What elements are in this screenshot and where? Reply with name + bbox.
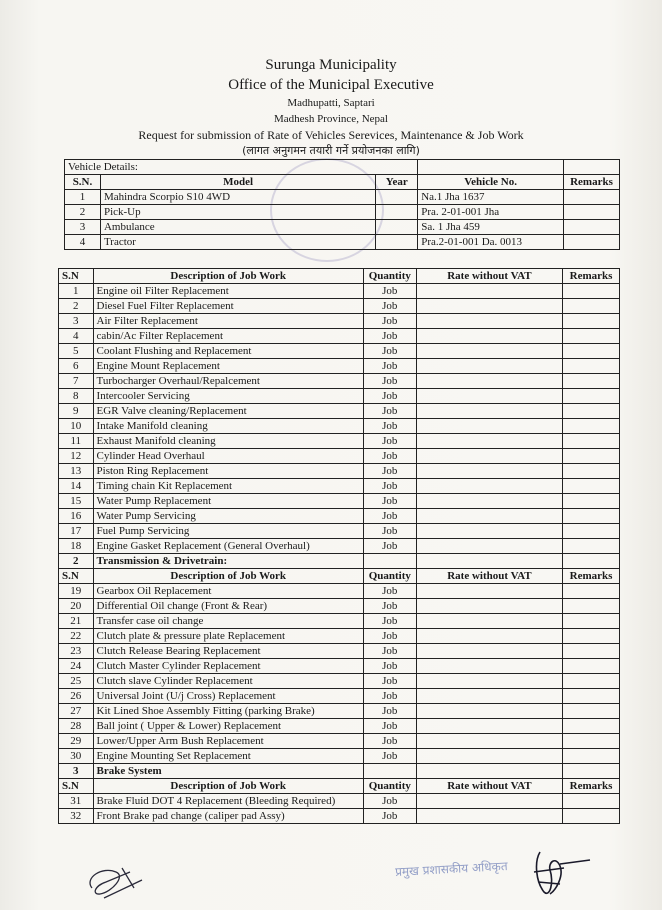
province-line: Madhesh Province, Nepal [274,113,388,125]
signature-left [82,858,152,902]
job-row: 27 Kit Lined Shoe Assembly Fitting (parking Brake) Job [59,704,620,719]
job-row: 32 Front Brake pad change (caliper pad Assy) Job [59,809,620,824]
address-line: Madhupatti, Saptari [287,97,375,109]
job-row: 20 Differential Oil change (Front & Rear) Job [59,599,620,614]
job-row: 8 Intercooler Servicing Job [59,389,620,404]
job-header-qty: Quantity [363,779,416,794]
job-row: 23 Clutch Release Bearing Replacement Job [59,644,620,659]
job-row: 31 Brake Fluid DOT 4 Replacement (Bleeding Required) Job [59,794,620,809]
job-row: 30 Engine Mounting Set Replacement Job [59,749,620,764]
job-row: 19 Gearbox Oil Replacement Job [59,584,620,599]
job-header-qty: Quantity [363,269,416,284]
job-table-header-row [59,569,620,584]
vehicle-details-table [64,159,620,250]
job-row: 10 Intake Manifold cleaning Job [59,419,620,434]
job-row: 4 cabin/Ac Filter Replacement Job [59,329,620,344]
job-row: 25 Clutch slave Cylinder Replacement Job [59,674,620,689]
vehicle-model-header: Model [100,175,375,190]
request-title: Request for submission of Rate of Vehicles Serevices, Maintenance & Job Work [138,128,524,142]
vehicle-sn-header: S.N. [65,175,101,190]
job-row: 13 Piston Ring Replacement Job [59,464,620,479]
signature-right [520,842,600,902]
officer-stamp-text: प्रमुख प्रशासकीय अधिकृत [394,859,508,879]
job-row: 11 Exhaust Manifold cleaning Job [59,434,620,449]
vehicle-row: 2 Pick-Up Pra. 2-01-001 Jha [65,205,620,220]
job-work-table [58,268,620,824]
job-row: 12 Cylinder Head Overhaul Job [59,449,620,464]
job-row: 14 Timing chain Kit Replacement Job [59,479,620,494]
job-table-header-row [59,269,620,284]
job-row: 1 Engine oil Filter Replacement Job [59,284,620,299]
job-header-sn: S.N [59,269,94,284]
vehicle-row: 1 Mahindra Scorpio S10 4WD Na.1 Jha 1637 [65,190,620,205]
job-row: 7 Turbocharger Overhaul/Repalcement Job [59,374,620,389]
job-header-desc: Description of Job Work [93,569,363,584]
municipality-name: Surunga Municipality [265,57,397,73]
job-header-remarks: Remarks [563,779,620,794]
job-row: 24 Clutch Master Cylinder Replacement Job [59,659,620,674]
job-row: 16 Water Pump Servicing Job [59,509,620,524]
vehicle-row: 3 Ambulance Sa. 1 Jha 459 [65,220,620,235]
vehicle-remarks-header: Remarks [564,175,620,190]
section-title-row: 2 Transmission & Drivetrain: [59,554,620,569]
job-header-rate: Rate without VAT [416,569,562,584]
job-header-desc: Description of Job Work [93,779,363,794]
job-row: 28 Ball joint ( Upper & Lower) Replacement Job [59,719,620,734]
job-row: 3 Air Filter Replacement Job [59,314,620,329]
job-row: 5 Coolant Flushing and Replacement Job [59,344,620,359]
job-row: 29 Lower/Upper Arm Bush Replacement Job [59,734,620,749]
job-header-rate: Rate without VAT [416,269,562,284]
job-row: 21 Transfer case oil change Job [59,614,620,629]
job-row: 18 Engine Gasket Replacement (General Overhaul) Job [59,539,620,554]
job-header-sn: S.N [59,779,94,794]
job-header-remarks: Remarks [563,569,620,584]
job-row: 6 Engine Mount Replacement Job [59,359,620,374]
job-header-qty: Quantity [363,569,416,584]
job-row: 26 Universal Joint (U/j Cross) Replacement Job [59,689,620,704]
job-header-desc: Description of Job Work [93,269,363,284]
section-title-row: 3 Brake System [59,764,620,779]
job-header-remarks: Remarks [563,269,620,284]
vehicle-no-header: Vehicle No. [418,175,564,190]
job-row: 22 Clutch plate & pressure plate Replacement Job [59,629,620,644]
vehicle-details-caption: Vehicle Details: [65,160,418,175]
request-subtitle: (लागत अनुगमन तयारी गर्ने प्रयोजनका लागि) [242,144,420,157]
job-header-rate: Rate without VAT [416,779,562,794]
job-header-sn: S.N [59,569,94,584]
job-row: 2 Diesel Fuel Filter Replacement Job [59,299,620,314]
job-row: 15 Water Pump Replacement Job [59,494,620,509]
vehicle-row: 4 Tractor Pra.2-01-001 Da. 0013 [65,235,620,250]
job-row: 9 EGR Valve cleaning/Replacement Job [59,404,620,419]
vehicle-year-header: Year [376,175,418,190]
office-name: Office of the Municipal Executive [228,77,434,93]
job-row: 17 Fuel Pump Servicing Job [59,524,620,539]
job-table-header-row [59,779,620,794]
